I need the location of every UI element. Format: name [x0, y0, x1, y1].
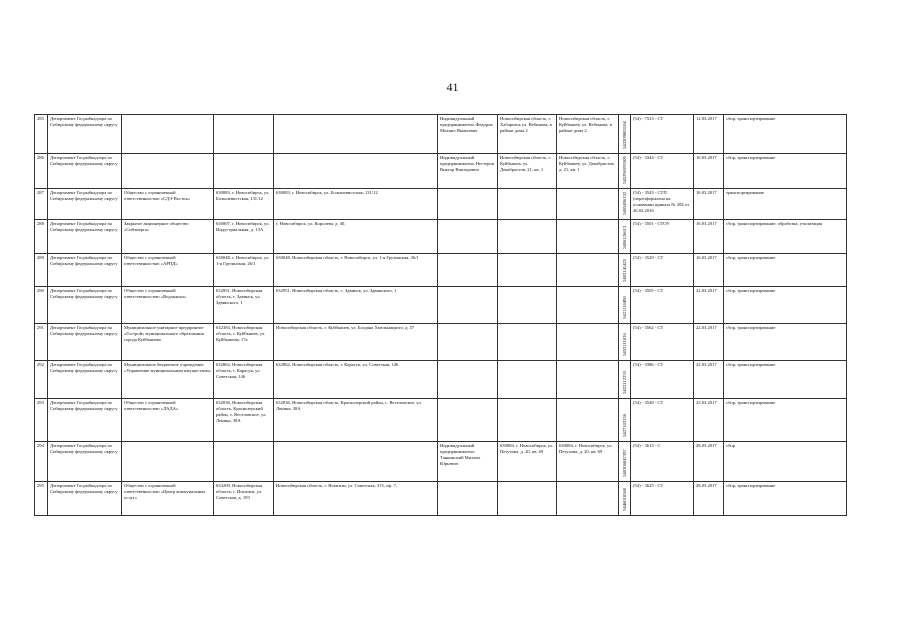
entrepreneur-address-cell [498, 324, 557, 361]
table-row [35, 324, 847, 361]
legal-address-cell [214, 442, 274, 482]
entrepreneur-activity-address-cell [557, 361, 619, 399]
inn-code-text: 545296595509 [621, 156, 627, 184]
legal-address-cell: 632383, Новосибирская область, г. Куйбышев, ул. Куйбышева, 17а [214, 324, 274, 361]
activity-type-cell: сбор, транспортирование [724, 254, 847, 287]
table-row [35, 189, 847, 220]
activity-address-cell: 630083, г. Новосибирск, ул. Большевистская, 131/12 [274, 189, 438, 220]
authority-cell: Департамент Госрыбнадзора по Сибирскому федеральному округу [48, 220, 122, 254]
inn-code-text: 543209883104 [621, 121, 627, 149]
activity-address-cell: Новосибирская область, г. Куйбышев, ул. Богдана Хмельницкого, д. 57 [274, 324, 438, 361]
inn-code-text: 5406126613 [621, 226, 627, 249]
organization-name-cell [122, 154, 214, 189]
row-number-cell: 295 [35, 482, 48, 516]
table-row [35, 361, 847, 399]
license-date-cell: 28.03.2017 [694, 442, 724, 482]
organization-name-cell [122, 442, 214, 482]
license-number-cell: (54) - 3505 - СТ [631, 287, 694, 324]
row-number-cell: 286 [35, 154, 48, 189]
table-row [35, 287, 847, 324]
license-number-cell: (54) - 3529 - СТ [631, 254, 694, 287]
row-number-cell: 294 [35, 442, 48, 482]
legal-address-cell: 630083, г. Новосибирск, ул. Большевистская, 131/12 [214, 189, 274, 220]
activity-type-cell: сбор, транспортирование [724, 482, 847, 516]
inn-code-cell [619, 482, 631, 516]
activity-type-cell: сбор, транспортирование [724, 287, 847, 324]
table-row [35, 220, 847, 254]
row-number-cell: 287 [35, 189, 48, 220]
inn-code-text: 5402141425 [621, 259, 627, 282]
legal-address-cell: 633209, Новосибирская область, г. Искитим, ул. Советская, д. 193 [214, 482, 274, 516]
license-date-cell: 22.03.2017 [694, 287, 724, 324]
entrepreneur-name-cell [438, 324, 498, 361]
row-number-cell: 292 [35, 361, 48, 399]
activity-type-cell: сбор, транспортирование [724, 399, 847, 442]
entrepreneur-address-cell [498, 482, 557, 516]
inn-code-cell [619, 189, 631, 220]
entrepreneur-activity-address-cell [557, 324, 619, 361]
entrepreneur-activity-address-cell [557, 220, 619, 254]
entrepreneur-name-cell [438, 482, 498, 516]
organization-name-cell: Общество с ограниченной ответственностью «ЛАДА» [122, 399, 214, 442]
table-row [35, 399, 847, 442]
organization-name-cell: Муниципальное унитарное предприятие «Гострой» муниципального образования города Куйбышева [122, 324, 214, 361]
organization-name-cell: Муниципальное бюджетное учреждение «Управление муниципальным имуществом» [122, 361, 214, 399]
organization-name-cell: Общество с ограниченной ответственностью «Водоканал» [122, 287, 214, 324]
inn-code-cell [619, 220, 631, 254]
entrepreneur-name-cell [438, 189, 498, 220]
authority-cell: Департамент Госрыбнадзора по Сибирскому федеральному округу [48, 287, 122, 324]
authority-cell: Департамент Госрыбнадзора по Сибирскому федеральному округу [48, 482, 122, 516]
authority-cell: Департамент Госрыбнадзора по Сибирскому федеральному округу [48, 154, 122, 189]
license-number-cell: (54) - 3613 - С [631, 442, 694, 482]
inn-code-cell [619, 115, 631, 154]
entrepreneur-activity-address-cell [557, 189, 619, 220]
table-row [35, 115, 847, 154]
legal-address-cell [214, 115, 274, 154]
inn-code-cell [619, 399, 631, 442]
activity-address-cell [274, 442, 438, 482]
row-number-cell: 290 [35, 287, 48, 324]
entrepreneur-address-cell: 630084, г. Новосибирск, ул. Петухова, д. 20, кв. 69 [498, 442, 557, 482]
entrepreneur-address-cell [498, 399, 557, 442]
table-row [35, 154, 847, 189]
entrepreneur-name-cell [438, 399, 498, 442]
organization-name-cell [122, 115, 214, 154]
license-date-cell: 16.03.2017 [694, 189, 724, 220]
entrepreneur-activity-address-cell [557, 482, 619, 516]
license-number-cell: (54) - 3501 - СТОУ [631, 220, 694, 254]
entrepreneur-address-cell [498, 287, 557, 324]
legal-address-cell: 632036, Новосибирская область, Краснозерский район, с. Веселовское, ул. Ленина, 38А [214, 399, 274, 442]
inn-code-text: 540306847397 [621, 449, 627, 477]
authority-cell: Департамент Госрыбнадзора по Сибирскому федеральному округу [48, 324, 122, 361]
entrepreneur-name-cell [438, 287, 498, 324]
organization-name-cell: Закрытое акционерное общество «Сибэнерго» [122, 220, 214, 254]
inn-code-text: 5446018560 [621, 488, 627, 511]
legal-address-cell: 632951, Новосибирская область, г. Здвинск, ул. Здвинского, 1 [214, 287, 274, 324]
activity-type-cell: сбор [724, 442, 847, 482]
entrepreneur-name-cell [438, 254, 498, 287]
license-number-cell: (54) - 3386 - СТ [631, 361, 694, 399]
entrepreneur-name-cell: Индивидуальный предприниматель Танкинский Михаил Юрьевич [438, 442, 498, 482]
entrepreneur-name-cell [438, 361, 498, 399]
entrepreneur-activity-address-cell [557, 399, 619, 442]
license-number-cell: (54) - 3625 - СТ [631, 482, 694, 516]
authority-cell: Департамент Госрыбнадзора по Сибирскому федеральному округу [48, 189, 122, 220]
table-row [35, 442, 847, 482]
activity-address-cell: 632862, Новосибирская область, г. Карасук, ул. Советская, 146 [274, 361, 438, 399]
authority-cell: Департамент Госрыбнадзора по Сибирскому федеральному округу [48, 399, 122, 442]
entrepreneur-name-cell: Индивидуальный предприниматель Нестеров Виктор Викторович [438, 154, 498, 189]
license-number-cell: (54) - 7523 - СТ [631, 115, 694, 154]
organization-name-cell: Общество с ограниченной ответственностью «Центр коммунальных услуг» [122, 482, 214, 516]
license-date-cell: 16.03.2017 [694, 220, 724, 254]
inn-code-text: 5452111026 [621, 333, 627, 356]
license-number-cell: (54) - 3548 - СТ [631, 399, 694, 442]
license-date-cell: 16.03.2017 [694, 154, 724, 189]
activity-address-cell: Новосибирская область, г. Искитим, ул. Советская, 315, оф. 7, [274, 482, 438, 516]
inn-code-text: 5421110490 [621, 296, 627, 319]
row-number-cell: 289 [35, 254, 48, 287]
inn-code-cell [619, 287, 631, 324]
activity-type-cell: сбор, транспортирование, обработка, утилизация [724, 220, 847, 254]
license-date-cell: 22.03.2017 [694, 324, 724, 361]
legal-address-cell: 630007, г. Новосибирск, ул. Индустриальная, д. 13А [214, 220, 274, 254]
entrepreneur-address-cell [498, 361, 557, 399]
license-date-cell: 12.03.2017 [694, 115, 724, 154]
entrepreneur-address-cell: Новосибирская область, г. Куйбышев, ул. Декабристов, 21, кв. 1 [498, 154, 557, 189]
legal-address-cell: 632862, Новосибирская область, г. Карасук, ул. Советская, 146 [214, 361, 274, 399]
organization-name-cell: Общество с ограниченной ответственностью «СДЭ-Восток» [122, 189, 214, 220]
entrepreneur-name-cell: Индивидуальный предприниматель Федоров Михаил Яковлевич [438, 115, 498, 154]
activity-type-cell: сбор, транспортирование [724, 361, 847, 399]
authority-cell: Департамент Госрыбнадзора по Сибирскому федеральному округу [48, 442, 122, 482]
legal-address-cell: 630048, г. Новосибирск, ул. 1-я Грузинская, 26/1 [214, 254, 274, 287]
entrepreneur-address-cell [498, 254, 557, 287]
activity-type-cell: сбор, транспортирование [724, 115, 847, 154]
row-number-cell: 288 [35, 220, 48, 254]
activity-address-cell: 632036, Новосибирская область, Краснозерский район, с. Веселовское, ул. Ленина, 38А [274, 399, 438, 442]
entrepreneur-name-cell [438, 220, 498, 254]
inn-code-cell [619, 154, 631, 189]
row-number-cell: 285 [35, 115, 48, 154]
inn-code-text: 5422112255 [621, 371, 627, 394]
legal-address-cell [214, 154, 274, 189]
inn-code-text: 5405496132 [621, 192, 627, 215]
entrepreneur-activity-address-cell: Новосибирская область, г. Куйбышев, ул. Декабристов, д. 21, кв. 1 [557, 154, 619, 189]
license-number-cell: (54) - 3562 - СТ [631, 324, 694, 361]
entrepreneur-address-cell [498, 220, 557, 254]
entrepreneur-address-cell: Новосибирская область, г. Хабаровск ул. Вебинова, в районе дома 2 [498, 115, 557, 154]
page-number: 41 [446, 80, 459, 94]
table-row [35, 482, 847, 516]
inn-code-cell [619, 361, 631, 399]
entrepreneur-activity-address-cell: Новосибирская область, г. Куйбышев, ул. Вебинова, в районе дома 2 [557, 115, 619, 154]
inn-code-text: 5427103156 [621, 414, 627, 437]
organization-name-cell: Общество с ограниченной ответственностью «АРПД» [122, 254, 214, 287]
activity-address-cell: г. Новосибирск, ул. Королева, д. 40, [274, 220, 438, 254]
entrepreneur-address-cell [498, 189, 557, 220]
inn-code-cell [619, 442, 631, 482]
license-date-cell: 16.03.2017 [694, 254, 724, 287]
authority-cell: Департамент Госрыбнадзора по Сибирскому федеральному округу [48, 254, 122, 287]
license-date-cell: 22.03.2017 [694, 361, 724, 399]
activity-address-cell: 630048, Новосибирская область, г. Новосибирск, ул. 1-я Грузинская, 26/1 [274, 254, 438, 287]
table-row [35, 254, 847, 287]
license-registry-table [34, 114, 847, 516]
activity-address-cell [274, 154, 438, 189]
entrepreneur-activity-address-cell [557, 254, 619, 287]
activity-address-cell [274, 115, 438, 154]
inn-code-cell [619, 254, 631, 287]
license-date-cell: 23.03.2017 [694, 399, 724, 442]
authority-cell: Департамент Госрыбнадзора по Сибирскому федеральному округу [48, 361, 122, 399]
license-number-cell: (54) - 3543 - СТП (переоформлена на основании приказа № 284 от 26.02.2016 [631, 189, 694, 220]
row-number-cell: 293 [35, 399, 48, 442]
authority-cell: Департамент Госрыбнадзора по Сибирскому федеральному округу [48, 115, 122, 154]
inn-code-cell [619, 324, 631, 361]
license-date-cell: 28.03.2017 [694, 482, 724, 516]
activity-type-cell: сбор, транспортирование [724, 154, 847, 189]
entrepreneur-activity-address-cell: 630084, г. Новосибирск, ул. Петухова, д. 20, кв. 69 [557, 442, 619, 482]
entrepreneur-activity-address-cell [557, 287, 619, 324]
license-number-cell: (54) - 3344 - СТ [631, 154, 694, 189]
activity-type-cell: сбор, транспортирование [724, 324, 847, 361]
activity-address-cell: 632951, Новосибирская область, с. Здвинск, ул. Здвинского, 1 [274, 287, 438, 324]
activity-type-cell: транспортирование [724, 189, 847, 220]
row-number-cell: 291 [35, 324, 48, 361]
